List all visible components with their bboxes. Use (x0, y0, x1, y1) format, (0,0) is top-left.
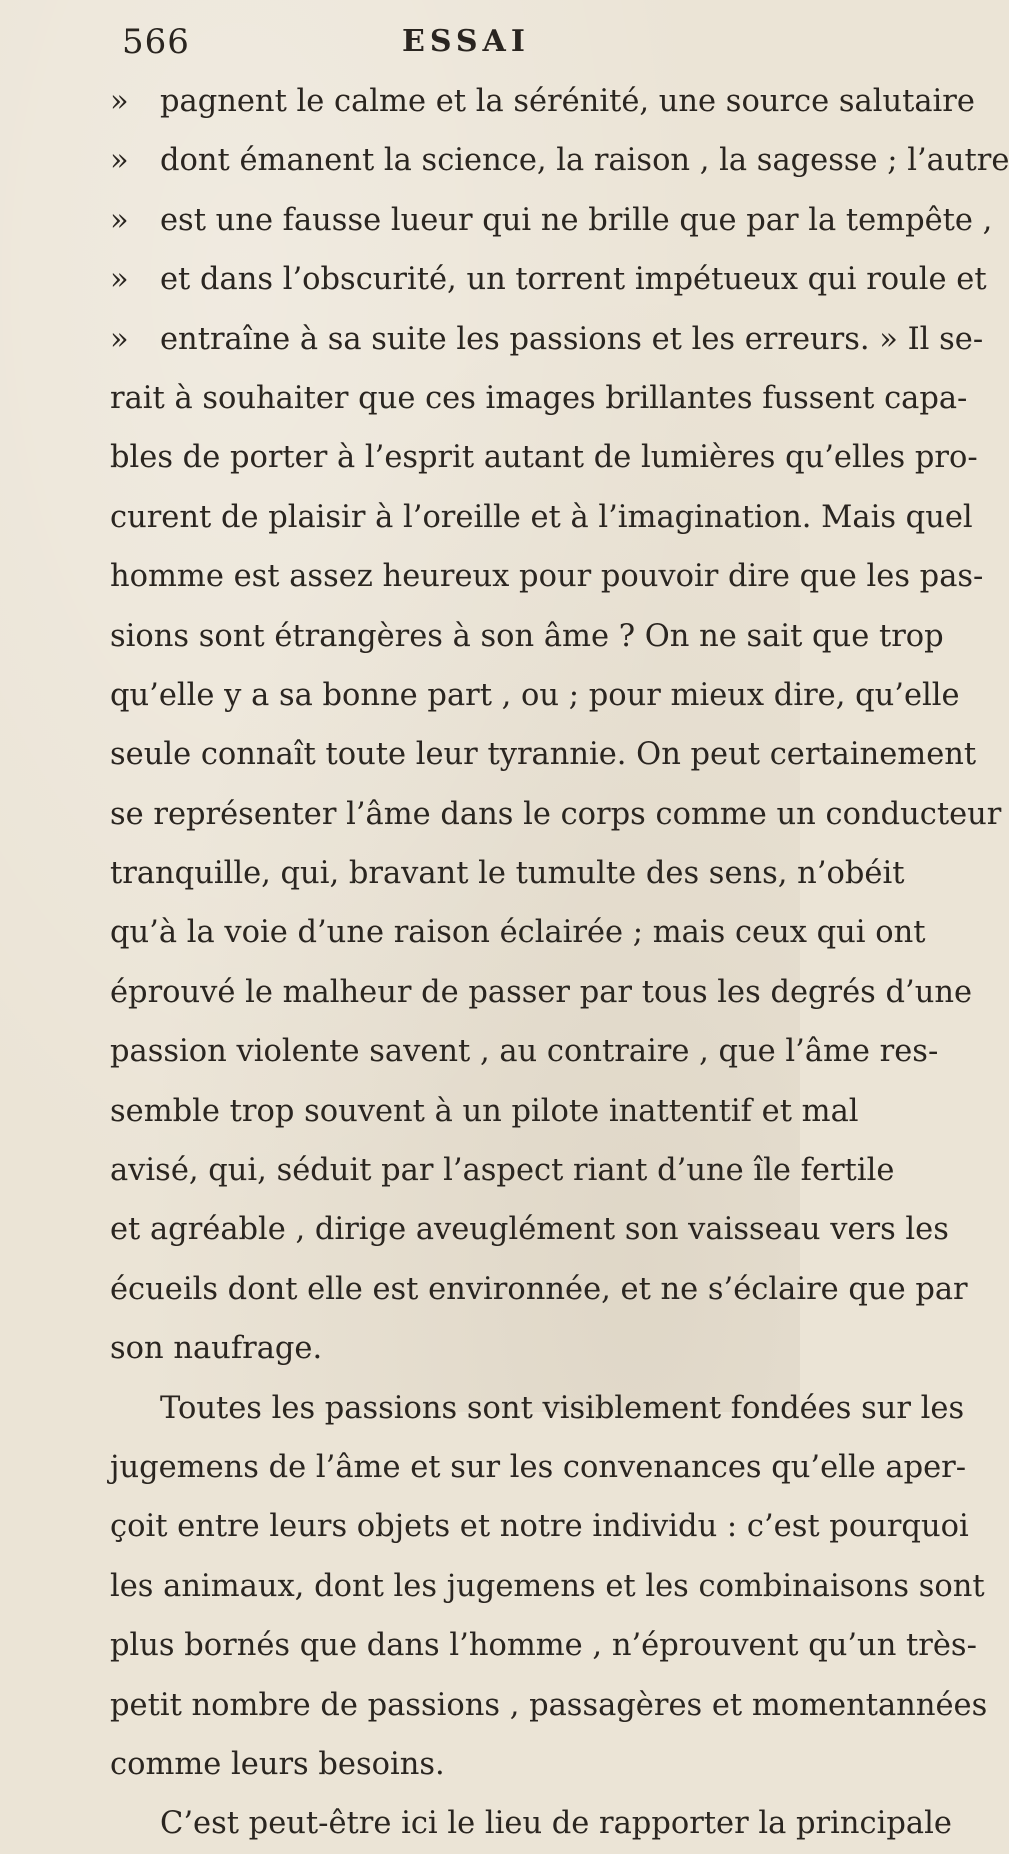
text-line (0, 310, 984, 369)
text-line (0, 1735, 800, 1794)
text-line (0, 1438, 967, 1497)
text-line (0, 547, 984, 606)
text-line (0, 903, 926, 962)
text-line (0, 428, 978, 487)
line-text: sions sont étrangères à son âme ? On ne sait que trop (110, 618, 944, 654)
line-text: plus bornés que dans l’homme , n’éprouvent qu’un très- (110, 1628, 977, 1664)
text-line (0, 131, 1009, 190)
quote-mark: » (110, 143, 129, 179)
text-line (0, 1557, 985, 1616)
line-text: pagnent le calme et la sérénité, une source salutaire (160, 84, 975, 119)
text-line (0, 369, 968, 428)
line-text: homme est assez heureux pour pouvoir dire que les pas- (110, 559, 984, 595)
text-line (0, 1616, 977, 1675)
quote-mark: » (110, 262, 129, 298)
line-text: comme leurs besoins. (110, 1746, 445, 1782)
line-text: passion violente savent , au contraire , que l’âme res- (110, 1034, 939, 1070)
text-line (0, 1082, 859, 1141)
text-line (0, 1260, 968, 1319)
line-text: est une fausse lueur qui ne brille que par la tempête , (160, 202, 993, 238)
text-line (0, 1022, 939, 1081)
text-line (0, 191, 993, 250)
line-text: bles de porter à l’esprit autant de lumières qu’elles pro- (110, 440, 978, 476)
text-line (0, 72, 975, 131)
text-line (0, 1200, 949, 1259)
line-text: dont émanent la science, la raison , la sagesse ; l’autre (160, 143, 1009, 179)
text-line (0, 250, 987, 309)
page-number: 566 (122, 22, 190, 62)
text-line (0, 1497, 969, 1556)
body-text (0, 72, 1009, 1854)
line-text: petit nombre de passions , passagères et momentannées (110, 1687, 988, 1723)
quote-mark: » (110, 202, 129, 238)
quote-mark: » (110, 84, 129, 119)
text-line (0, 488, 973, 547)
line-text: seule connaît toute leur tyrannie. On peut certainement (110, 737, 977, 773)
text-line (0, 666, 960, 725)
line-text: son naufrage. (110, 1331, 323, 1367)
text-line (0, 1676, 988, 1735)
line-text: et agréable , dirige aveuglément son vaisseau vers les (110, 1212, 949, 1248)
quote-mark: » (110, 321, 129, 357)
text-line (0, 844, 905, 903)
page-header (0, 22, 800, 72)
line-text: curent de plaisir à l’oreille et à l’imagination. Mais quel (110, 499, 973, 535)
text-line (0, 725, 977, 784)
line-text: qu’elle y a sa bonne part , ou ; pour mieux dire, qu’elle (110, 677, 960, 713)
line-text: les animaux, dont les jugemens et les combinaisons sont (110, 1568, 985, 1604)
text-line (0, 607, 944, 666)
text-line (0, 1141, 895, 1200)
line-text: Toutes les passions sont visiblement fondées sur les (160, 1390, 965, 1426)
line-text: jugemens de l’âme et sur les convenances qu’elle aper- (110, 1449, 967, 1485)
line-text: tranquille, qui, bravant le tumulte des sens, n’obéit (110, 856, 905, 892)
line-text: avisé, qui, séduit par l’aspect riant d’une île fertile (110, 1153, 895, 1189)
line-text: écueils dont elle est environnée, et ne s’éclaire que par (110, 1271, 968, 1307)
line-text: et dans l’obscurité, un torrent impétueux qui roule et (160, 262, 987, 298)
line-text: éprouvé le malheur de passer par tous les degrés d’une (110, 974, 973, 1010)
running-title: ESSAI (402, 24, 530, 59)
text-line (0, 963, 973, 1022)
line-text: entraîne à sa suite les passions et les erreurs. » Il se- (160, 321, 984, 357)
line-text: semble trop souvent à un pilote inattentif et mal (110, 1093, 859, 1129)
text-line (0, 1319, 800, 1378)
text-line (0, 1794, 952, 1853)
text-line (0, 1379, 965, 1438)
line-text: çoit entre leurs objets et notre individu : c’est pourquoi (110, 1509, 969, 1545)
line-text: se représenter l’âme dans le corps comme un conducteur (110, 796, 1002, 832)
line-text: C’est peut-être ici le lieu de rapporter la principale (160, 1806, 952, 1842)
line-text: rait à souhaiter que ces images brillantes fussent capa- (110, 380, 968, 416)
text-line (0, 785, 1002, 844)
line-text: qu’à la voie d’une raison éclairée ; mais ceux qui ont (110, 915, 926, 951)
